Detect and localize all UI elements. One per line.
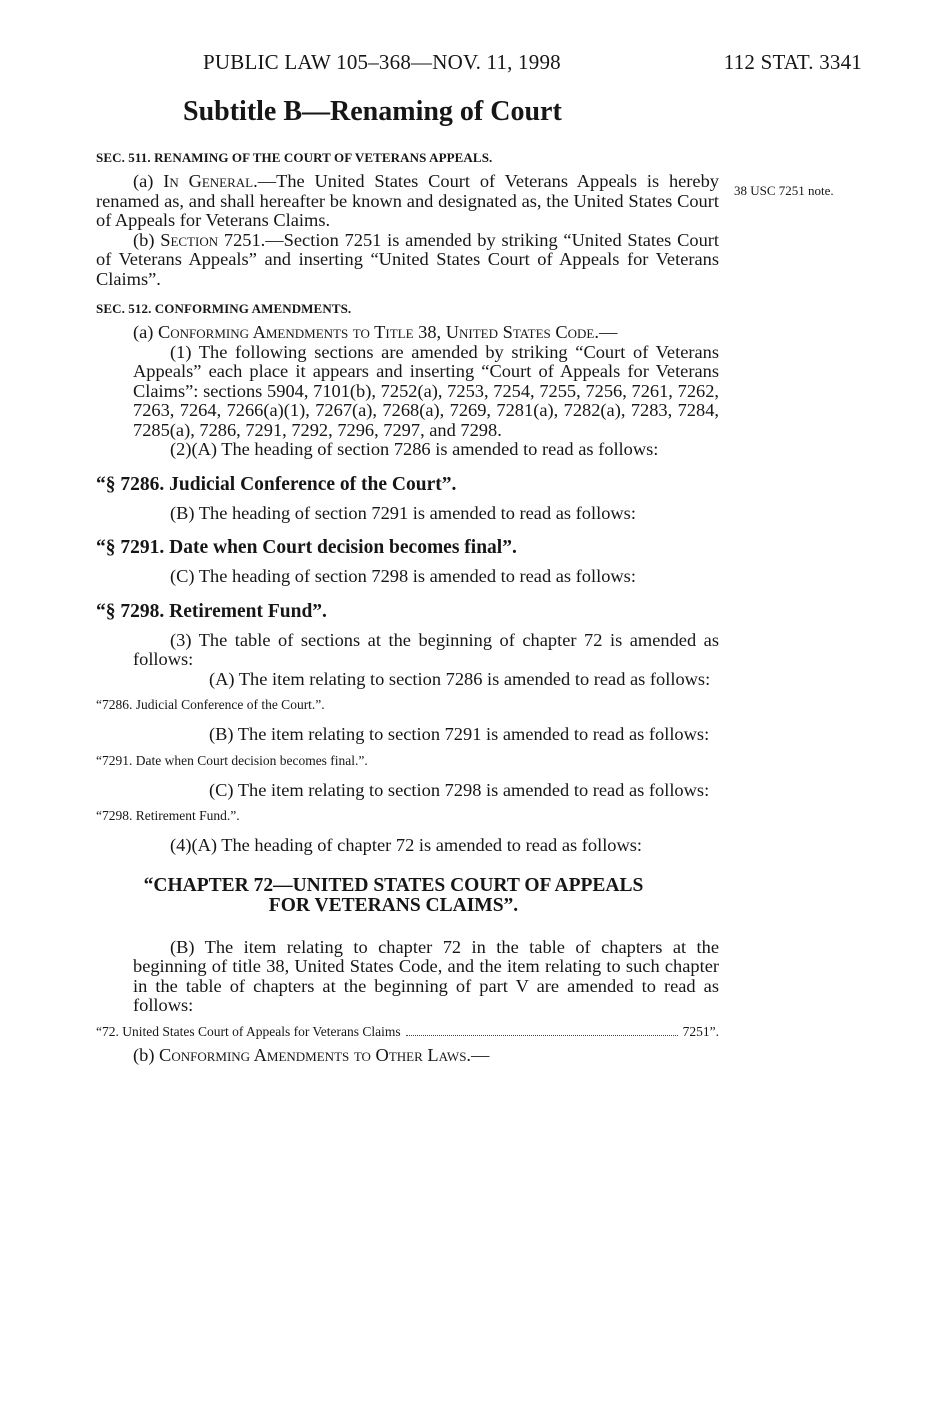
paragraph-2b: (B) The heading of section 7291 is amended to read as follows: bbox=[170, 502, 636, 523]
running-title: PUBLIC LAW 105–368—NOV. 11, 1998 bbox=[203, 50, 561, 74]
toc-item-chapter-72 bbox=[96, 1024, 719, 1040]
paragraph-3a: (A) The item relating to section 7286 is amended to read as follows: bbox=[209, 668, 711, 689]
heading-7286: “§ 7286. Judicial Conference of the Court”. bbox=[96, 473, 457, 495]
paragraph-3b: (B) The item relating to section 7291 is amended to read as follows: bbox=[209, 724, 710, 744]
section-512-a-caption: Conforming Amendments to Title 38, United States Code. bbox=[158, 322, 599, 342]
section-511-a: (a) In General.—The United States Court of Veterans Appeals is hereby renamed as, and shall hereafter be known and designated as, the United States Court of Appeals for Veterans Claims. bbox=[96, 171, 719, 230]
running-header bbox=[0, 50, 940, 80]
toc-item-number: 7251”. bbox=[682, 1023, 719, 1039]
margin-note: 38 USC 7251 note. bbox=[734, 183, 834, 198]
chapter-heading-line2: FOR VETERANS CLAIMS”. bbox=[268, 894, 519, 916]
paragraph-2c: (C) The heading of section 7298 is amended to read as follows: bbox=[170, 566, 636, 586]
toc-item-title: “72. United States Court of Appeals for Veterans Claims bbox=[96, 1023, 401, 1039]
chapter-72-heading bbox=[96, 876, 691, 916]
paragraph-1: (1) The following sections are amended by striking “Court of Veterans Appeals” each place it appears and inserting “Court of Appeals for Veterans Claims”: sections 5904, 7101(b), 7252(a), 7253, 7254, 7255, 7256, 7261, 7262, 7263, 7264, 7266(a)(1), 7267(a), 7268(a), 7269, 7281(a), 7282(a), 7283, 7284, 7285(a), 7286, 7291, 7292, 7296, 7297, and 7298. bbox=[133, 341, 719, 440]
heading-7298: “§ 7298. Retirement Fund”. bbox=[96, 600, 327, 622]
toc-item-7291: “7291. Date when Court decision becomes final.”. bbox=[96, 752, 368, 768]
dot-leader bbox=[406, 1035, 678, 1036]
paragraph-4b: (B) The item relating to chapter 72 in the table of chapters at the beginning of title 38, United States Code, and the item relating to such chapter in the table of chapters at the beginning of part V are amended to read as follows: bbox=[133, 936, 719, 1015]
toc-item-7286: “7286. Judicial Conference of the Court.”. bbox=[96, 697, 325, 712]
subtitle-heading: Subtitle B—Renaming of Court bbox=[183, 96, 562, 127]
stat-reference: 112 STAT. 3341 bbox=[723, 50, 862, 74]
section-511-b: (b) Section 7251.—Section 7251 is amended by striking “United States Court of Veterans Appeals” and inserting “United States Court of Appeals for Veterans Claims”. bbox=[96, 229, 719, 289]
document-body bbox=[96, 150, 719, 1065]
paragraph-3: (3) The table of sections at the beginning of chapter 72 is amended as follows: bbox=[133, 629, 719, 669]
paragraph-3c: (C) The item relating to section 7298 is amended to read as follows: bbox=[209, 779, 710, 800]
chapter-heading-line1: “CHAPTER 72—UNITED STATES COURT OF APPEALS bbox=[143, 874, 644, 896]
section-511-heading: SEC. 511. RENAMING OF THE COURT OF VETERANS APPEALS. bbox=[96, 150, 493, 165]
paragraph-4a: (4)(A) The heading of chapter 72 is amended to read as follows: bbox=[170, 835, 643, 855]
section-512-a: (a) Conforming Amendments to Title 38, United States Code.— bbox=[133, 322, 618, 342]
toc-item-7298: “7298. Retirement Fund.”. bbox=[96, 808, 240, 823]
section-512-heading: SEC. 512. CONFORMING AMENDMENTS. bbox=[96, 301, 352, 316]
section-511-b-caption: Section 7251. bbox=[160, 229, 266, 250]
section-511-a-caption: In General. bbox=[163, 171, 258, 191]
section-512-b-caption: Conforming Amendments to Other Laws. bbox=[159, 1044, 472, 1065]
section-512-b: (b) Conforming Amendments to Other Laws.— bbox=[133, 1044, 490, 1065]
paragraph-2a: (2)(A) The heading of section 7286 is amended to read as follows: bbox=[170, 439, 659, 459]
heading-7291: “§ 7291. Date when Court decision becomes final”. bbox=[96, 537, 517, 558]
